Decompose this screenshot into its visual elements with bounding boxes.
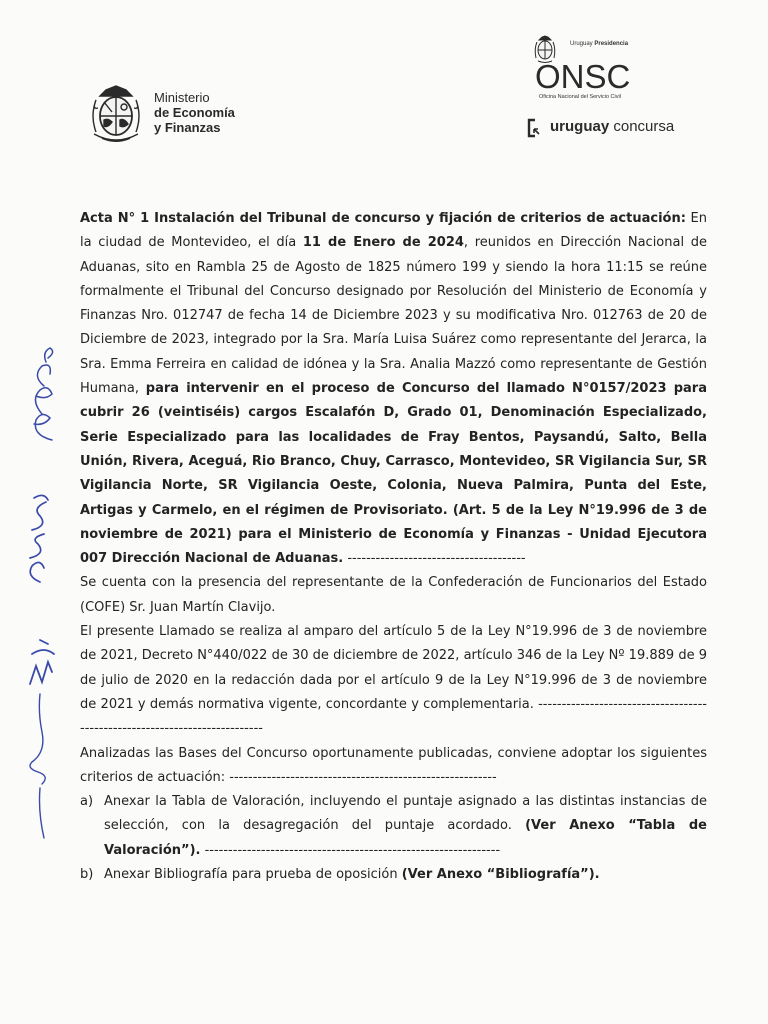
concursa-suffix: concursa — [609, 118, 675, 135]
concursa-prefix: uruguay — [550, 118, 610, 135]
list-item-text: Anexar Bibliografía para prueba de oposición — [104, 867, 402, 883]
act-text: , reunidos en Dirección Nacional de Aduanas, sito en Rambla 25 de Agosto de 1825 número 199 y siendo la hora 11:15 se reúne formalmente el Tribunal del Concurso designado por Resolución del Ministerio de Economía y Finanzas Nro. 012747 de fecha 14 de Diciembre 2023 y su modificativa Nro. 012763 de 20 de Diciembre de 2023, integrado por la Sra. María Luisa Suárez como representante del Jerarca, la Sra. Emma Ferreira en calidad de idónea y la Sra. Analia Mazzó como representante de Gestión Humana, — [80, 235, 707, 397]
list-item-bold: (Ver Anexo “Bibliografía”). — [401, 867, 600, 883]
act-paragraph-2: Se cuenta con la presencia del representante de la Confederación de Funcionarios del Estado (COFE) Sr. Juan Martín Clavijo. — [80, 575, 707, 615]
signature-1-icon — [22, 340, 62, 450]
handwritten-signature — [22, 632, 62, 692]
list-item-bold: (Ver Anexo “Tabla de Valoración”). — [104, 818, 707, 858]
list-item-text: Anexar la Tabla de Valoración, incluyendo el puntaje asignado a las distintas instancias de selección, con la desagregación del puntaje acordado. — [104, 794, 707, 834]
act-body — [80, 207, 707, 887]
signature-4-icon — [20, 692, 60, 842]
handwritten-signature — [18, 488, 58, 588]
criteria-item-a — [80, 790, 707, 863]
act-text: En la ciudad de Montevideo, el día — [80, 211, 707, 251]
mef-logo — [82, 80, 262, 150]
uruguay-concursa-logo — [526, 117, 686, 139]
list-marker: b) — [80, 867, 94, 883]
onsc-logo — [520, 30, 680, 150]
handwritten-signature — [22, 340, 62, 450]
dash-line: -------------------------------------- — [343, 551, 526, 567]
act-paragraph-3: El presente Llamado se realiza al amparo del artículo 5 de la Ley N°19.996 de 3 de noviembre de 2021, Decreto N°440/022 de 30 de diciembre de 2022, artículo 346 de la Ley Nº 19.889 de 9 de julio de 2020 en la redacción dada por el artículo 9 de la Ley N°19.996 de 3 de noviembre de 2021 y demás normativa vigente, concordante y complementaria. --------------------------------------------------------------------------- — [80, 624, 707, 737]
onsc-name: ONSC — [535, 58, 631, 95]
signature-2-icon — [18, 488, 58, 588]
presidencia-label — [570, 41, 628, 47]
dash-line: --------------------------------------------------------------- — [200, 842, 501, 858]
act-title: Acta N° 1 Instalación del Tribunal de concurso y fijación de criterios de actuación: — [80, 211, 686, 226]
mef-name-line1: Ministerio — [154, 90, 210, 105]
presidencia-word: Presidencia — [594, 41, 629, 47]
concursa-bracket-icon — [526, 118, 546, 138]
list-marker: a) — [80, 794, 94, 810]
presidencia-prefix: Uruguay — [570, 41, 593, 47]
criteria-item-b — [80, 863, 707, 887]
concursa-wordmark — [550, 118, 674, 135]
signature-3-icon — [22, 632, 62, 692]
mef-name-line3: y Finanzas — [154, 120, 221, 135]
mef-name-line2: de Economía — [154, 105, 235, 120]
act-date: 11 de Enero de 2024 — [302, 235, 464, 251]
act-purpose: para intervenir en el proceso de Concurso del llamado N°0157/2023 para cubrir 26 (veintiséis) cargos Escalafón D, Grado 01, Denominación Especializado, Serie Especializado para las localidades de Fray Bentos, Paysandú, Salto, Bella Unión, Rivera, Aceguá, Rio Branco, Chuy, Carrasco, Montevideo, SR Vigilancia Sur, SR Vigilancia Norte, SR Vigilancia Oeste, Colonia, Nueva Palmira, Punta del Este, Artigas y Carmelo, en el régimen de Provisoriato. (Art. 5 de la Ley N°19.996 de 3 de noviembre de 2021) para el Ministerio de Economía y Finanzas - Unidad Ejecutora 007 Dirección Nacional de Aduanas. — [80, 381, 707, 567]
onsc-subtitle: Oficina Nacional del Servicio Civil — [539, 94, 621, 100]
act-paragraph-1 — [80, 207, 707, 571]
mef-name — [154, 90, 235, 135]
act-paragraph-4: Analizadas las Bases del Concurso oportunamente publicadas, conviene adoptar los siguientes criterios de actuación: --------------------------------------------------------- — [80, 745, 707, 785]
handwritten-signature — [20, 692, 60, 842]
coat-of-arms-icon — [82, 80, 150, 148]
